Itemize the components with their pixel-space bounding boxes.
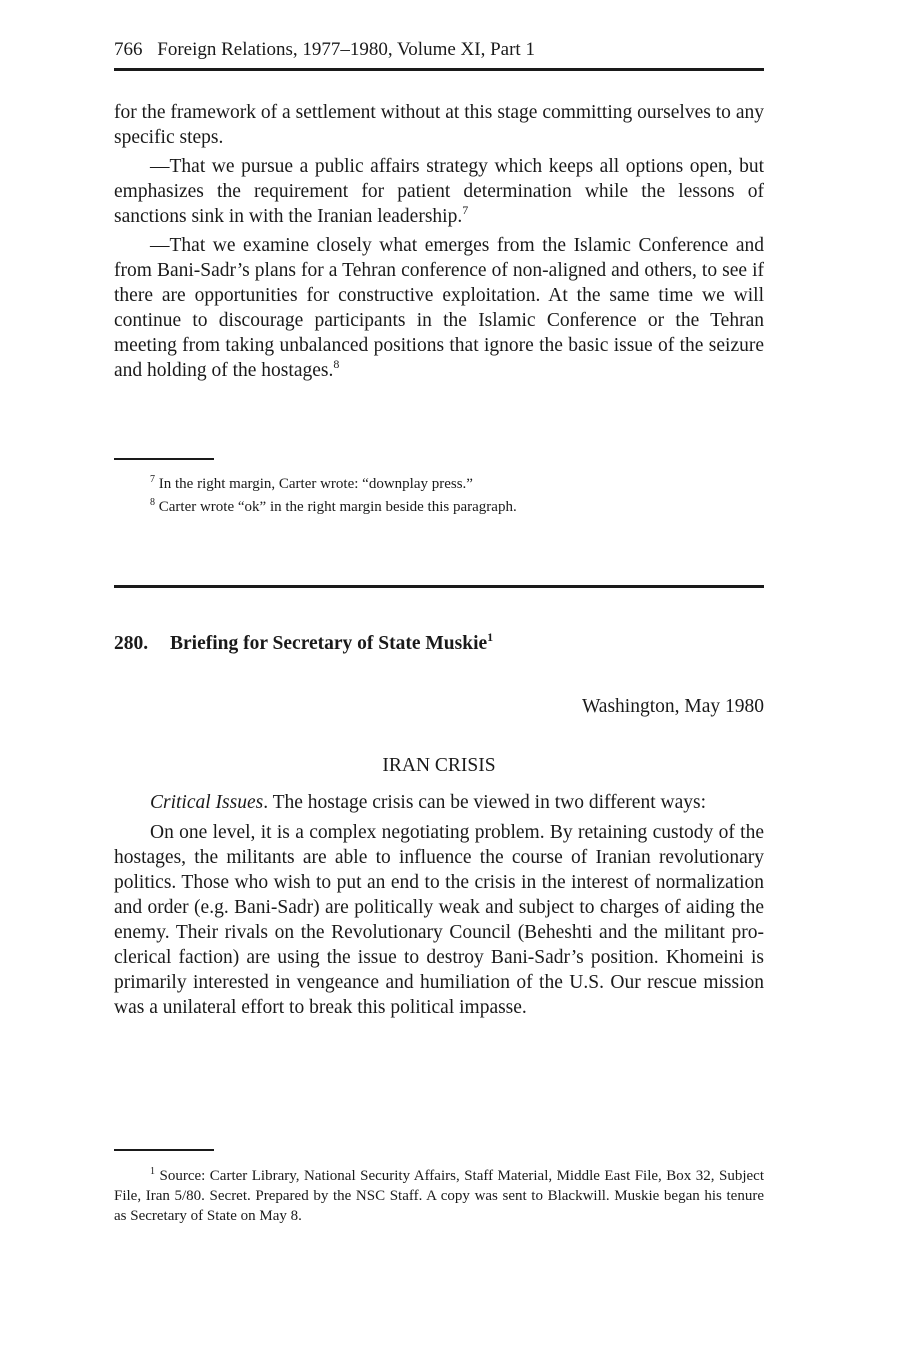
header-rule bbox=[114, 68, 764, 71]
document-body bbox=[114, 790, 764, 1020]
footnote-7: $^7$ In the right margin, Carter wrote: “downplay press.” bbox=[150, 474, 473, 492]
section-rule bbox=[114, 585, 764, 588]
footnote-1: $^1$ Source: Carter Library, National Security Affairs, Staff Material, Middle East File, Box 32, Subject File, Iran 5/80. Secret. Prepared by the NSC Staff. A copy was sent to Blackwill. Muskie began his tenure as Secretary of State on May 8. bbox=[114, 1166, 764, 1224]
page-number: 766 bbox=[114, 39, 143, 60]
continued-text bbox=[114, 100, 764, 383]
critical-issues-lead: Critical Issues bbox=[150, 792, 264, 813]
document-title: Briefing for Secretary of State Muskie bbox=[170, 633, 488, 654]
paragraph-islamic-conference: —That we examine closely what emerges from the Islamic Conference and from Bani-Sadr’s plans for a Tehran conference of non-aligned and others, to see if there are opportunities for constructive exploitation. At the same time we will continue to discourage participants in the Islamic Conference or the Tehran meeting from taking unbalanced positions that ignore the basic issue of the seizure and holding of the hostages.$^8$ bbox=[114, 235, 764, 381]
footnote-8: $^8$ Carter wrote “ok” in the right margin beside this paragraph. bbox=[150, 497, 517, 515]
running-title: Foreign Relations, 1977–1980, Volume XI, Part 1 bbox=[157, 39, 535, 60]
document-heading bbox=[114, 631, 493, 656]
paragraph-negotiating-problem: On one level, it is a complex negotiating problem. By retaining custody of the hostages, the militants are able to influence the course of Iranian revolutionary politics. Those who wish to put an end to the crisis in the interest of normalization and order (e.g. Bani-Sadr) are politically weak and subject to charges of aiding the enemy. Their rivals on the Revolutionary Council (Beheshti and the militant pro-clerical faction) are using the issue to destroy Bani-Sadr’s position. Khomeini is primarily interested in vengeance and humiliation of the U.S. Our rescue mission was a unilateral effort to break this political impasse. bbox=[114, 822, 764, 1018]
document-number: 280. bbox=[114, 633, 149, 654]
footnotes-top bbox=[114, 474, 764, 517]
footnote-ref-8: 8 bbox=[333, 357, 340, 371]
section-title: IRAN CRISIS bbox=[382, 755, 496, 776]
footnote-ref-7: 7 bbox=[462, 203, 469, 217]
paragraph-public-affairs: —That we pursue a public affairs strategy which keeps all options open, but emphasizes the requirement for patient determination while the lessons of sanctions sink in with the Iranian leadership.$^7$ bbox=[114, 156, 764, 227]
footnotes-bottom bbox=[114, 1166, 764, 1226]
paragraph-critical-issues: Critical Issues. The hostage crisis can be viewed in two different ways: bbox=[150, 792, 706, 813]
footnote-ref-1: 1 bbox=[487, 630, 494, 644]
paragraph-continued: for the framework of a settlement without at this stage committing ourselves to any specific steps. bbox=[114, 102, 764, 148]
footnote-rule bbox=[114, 458, 214, 460]
dateline: Washington, May 1980 bbox=[581, 696, 764, 717]
footnote-rule-bottom bbox=[114, 1149, 214, 1151]
running-header bbox=[114, 38, 764, 62]
